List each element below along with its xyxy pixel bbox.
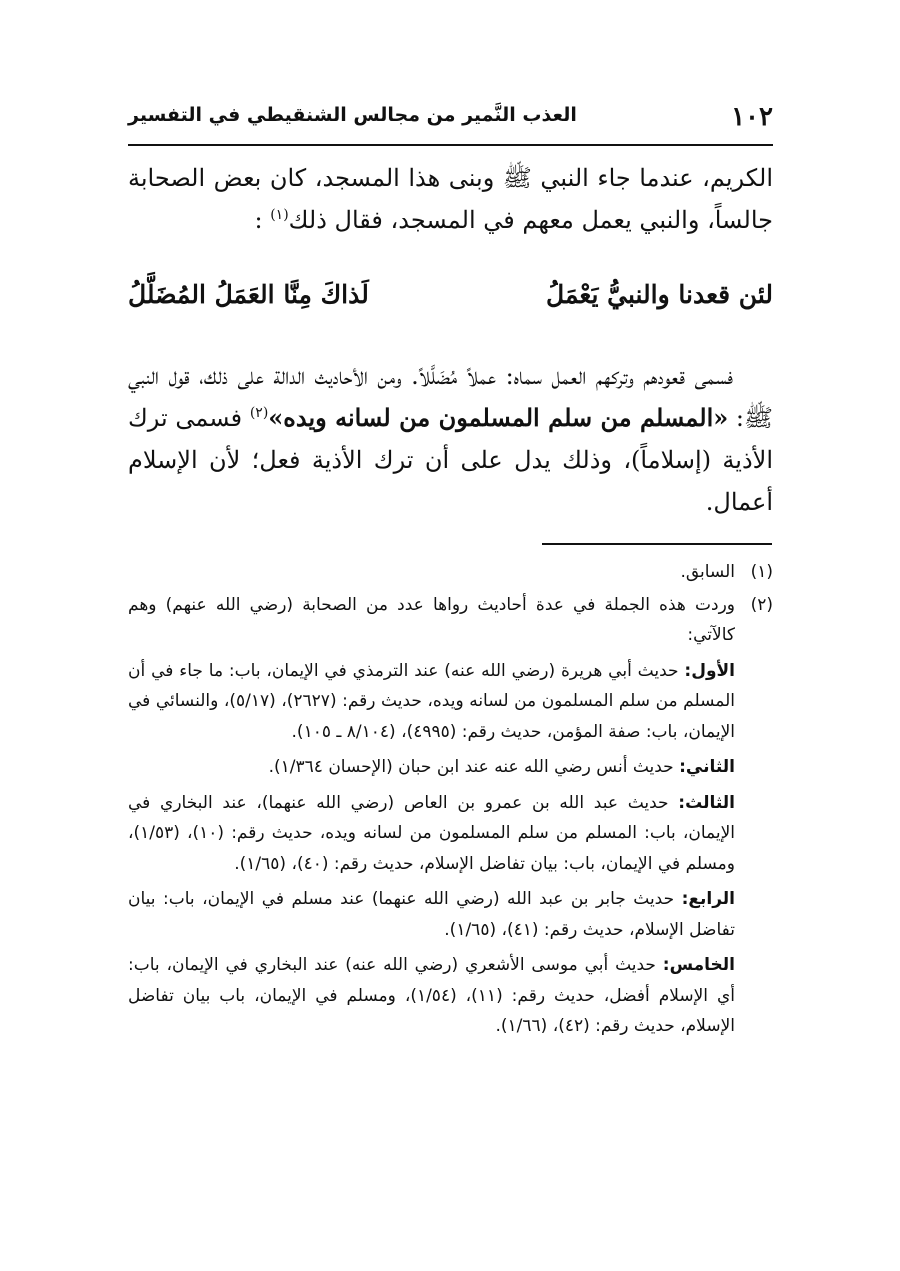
hadith-2-text: حديث أنس رضي الله عنه عند ابن حبان (الإحسان ١/٣٦٤). bbox=[268, 757, 674, 777]
footnote-1 bbox=[128, 557, 773, 588]
verse-first-hemistich: لئن قعدنا والنبيُّ يَعْمَلُ bbox=[546, 280, 773, 309]
hadith-entry-5 bbox=[128, 950, 735, 1042]
footnote-1-number: (١) bbox=[750, 562, 773, 582]
main-paragraph bbox=[128, 355, 773, 523]
para-text-1: فسمى قعودهم وتركهم العمل سماه: عملاً مُضَلَّلاً. ومن الأحاديث الدالة على ذلك، قول النبي ﷺ: bbox=[128, 362, 773, 432]
intro-colon: : bbox=[254, 206, 263, 234]
hadith-1-text: حديث أبي هريرة (رضي الله عنه) عند الترمذي في الإيمان، باب: ما جاء في أن المسلم من سلم المسلمون من لسانه ويده، حديث رقم: (٢٦٢٧)، (٥/١٧)، والنسائي في الإيمان، باب: صفة المؤمن، حديث رقم: (٤٩٩٥)، (٨/١٠٤ ـ ١٠٥). bbox=[128, 660, 735, 742]
hadith-entry-1 bbox=[128, 656, 735, 748]
intro-paragraph bbox=[128, 157, 773, 241]
hadith-4-label: الرابع: bbox=[681, 889, 735, 909]
hadith-5-text: حديث أبي موسى الأشعري (رضي الله عنه) عند البخاري في الإيمان، باب: أي الإسلام أفضل، حديث رقم: (١١)، (١/٥٤)، ومسلم في الإيمان، باب بيان تفاضل الإسلام، حديث رقم: (٤٢)، (١/٦٦). bbox=[128, 955, 736, 1036]
page-header bbox=[128, 92, 773, 146]
verse-second-hemistich: لَذاكَ مِنَّا العَمَلُ المُضَلَّلُ bbox=[128, 280, 369, 309]
footnote-1-text: السابق. bbox=[680, 562, 735, 582]
footnote-separator bbox=[542, 543, 772, 545]
hadith-3-label: الثالث: bbox=[678, 792, 735, 813]
hadith-1-label: الأول: bbox=[684, 660, 736, 681]
hadith-2-label: الثاني: bbox=[679, 757, 735, 777]
hadith-entry-3 bbox=[128, 788, 735, 880]
intro-text: الكريم، عندما جاء النبي ﷺ وبنى هذا المسجد، كان بعض الصحابة جالساً، والنبي يعمل معهم في المسجد، فقال ذلك bbox=[128, 164, 773, 234]
hadith-3-text: حديث عبد الله بن عمرو بن العاص (رضي الله عنهما)، عند البخاري في الإيمان، باب: المسلم من سلم المسلمون من لسانه ويده، حديث رقم: (١٠)، (١/٥٣)، ومسلم في الإيمان، باب: بيان تفاضل الإسلام، حديث رقم: (٤٠)، (١/٦٥). bbox=[128, 792, 736, 874]
footnote-2-number: (٢) bbox=[750, 594, 773, 615]
footnote-ref-2[interactable]: (٢) bbox=[249, 405, 269, 421]
hadith-5-label: الخامس: bbox=[662, 955, 735, 975]
page-number: ١٠٢ bbox=[731, 102, 773, 132]
poetry-verse bbox=[128, 280, 773, 324]
para-text-2: فسمى ترك الأذية (إسلاماً)، وذلك يدل على أن ترك الأذية فعل؛ لأن الإسلام أعمال. bbox=[128, 404, 773, 516]
footnote-ref-1[interactable]: (١) bbox=[270, 207, 289, 223]
footnote-2 bbox=[128, 590, 773, 1042]
footnotes-section bbox=[128, 557, 773, 1044]
hadith-entry-2 bbox=[128, 752, 735, 783]
hadith-entry-4 bbox=[128, 884, 735, 945]
footnote-2-intro: وردت هذه الجملة في عدة أحاديث رواها عدد من الصحابة (رضي الله عنهم) وهم كالآتي: bbox=[128, 594, 735, 645]
hadith-quote: «المسلم من سلم المسلمون من لسانه ويده» bbox=[268, 403, 729, 432]
running-title: العذب النَّمير من مجالس الشنقيطي في التفسير bbox=[128, 104, 577, 126]
hadith-4-text: حديث جابر بن عبد الله (رضي الله عنهما) عند مسلم في الإيمان، باب: بيان تفاضل الإسلام، حديث رقم: (٤١)، (١/٦٥). bbox=[128, 889, 735, 940]
